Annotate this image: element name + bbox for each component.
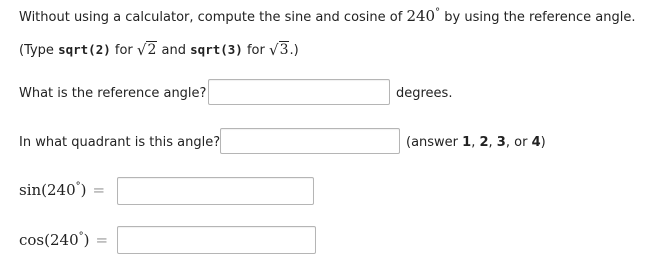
- sqrt3-radicand: 3: [279, 42, 289, 58]
- problem-statement: [19, 7, 635, 25]
- degree-symbol: °: [435, 7, 441, 18]
- hint-for2: for: [246, 43, 265, 58]
- intro-text: Without using a calculator, compute the sine and cosine of: [19, 10, 403, 25]
- reference-angle-label: What is the reference angle?: [19, 86, 207, 101]
- sin-arg: 240: [47, 181, 76, 199]
- quadrant-hint: (answer 1, 2, 3, or 4): [406, 135, 546, 150]
- hint-close: .): [289, 43, 299, 58]
- sin-input[interactable]: [117, 177, 314, 205]
- angle-number: 240: [406, 7, 436, 25]
- cos-arg: 240: [50, 231, 79, 249]
- hint-open: (Type: [19, 43, 54, 58]
- cos-input[interactable]: [117, 226, 316, 254]
- quadrant-opt3: 3: [496, 135, 506, 150]
- sin-func: sin: [19, 181, 42, 199]
- sin-equals: =: [92, 181, 106, 199]
- sqrt3-symbol: √3: [269, 41, 289, 59]
- quadrant-hint-or: or: [514, 135, 528, 150]
- quadrant-input[interactable]: [220, 128, 400, 154]
- sin-degree: °: [75, 181, 81, 192]
- hint-line: [19, 40, 299, 58]
- cos-degree: °: [78, 231, 84, 242]
- reference-angle-input[interactable]: [208, 79, 390, 105]
- quadrant-label: In what quadrant is this angle?: [19, 135, 221, 150]
- hint-sqrt3-code: sqrt(3): [190, 42, 243, 57]
- hint-sqrt2-code: sqrt(2): [58, 42, 111, 57]
- intro-suffix: by using the reference angle.: [444, 10, 636, 25]
- angle-value: [406, 7, 440, 25]
- sqrt2-symbol: √2: [136, 41, 157, 59]
- hint-and: and: [161, 43, 187, 58]
- reference-angle-suffix: degrees.: [396, 86, 453, 101]
- quadrant-opt1: 1: [462, 135, 472, 150]
- quadrant-hint-open: (answer: [406, 135, 459, 150]
- cos-equals: =: [95, 231, 109, 249]
- quadrant-hint-close: ): [540, 135, 546, 150]
- hint-for: for: [114, 43, 133, 58]
- sin-label: sin(240°) =: [19, 181, 106, 199]
- quadrant-opt2: 2: [479, 135, 489, 150]
- cos-func: cos: [19, 231, 45, 249]
- quadrant-opt4: 4: [531, 135, 541, 150]
- sqrt2-radicand: 2: [147, 42, 157, 58]
- cos-label: cos(240°) =: [19, 231, 109, 249]
